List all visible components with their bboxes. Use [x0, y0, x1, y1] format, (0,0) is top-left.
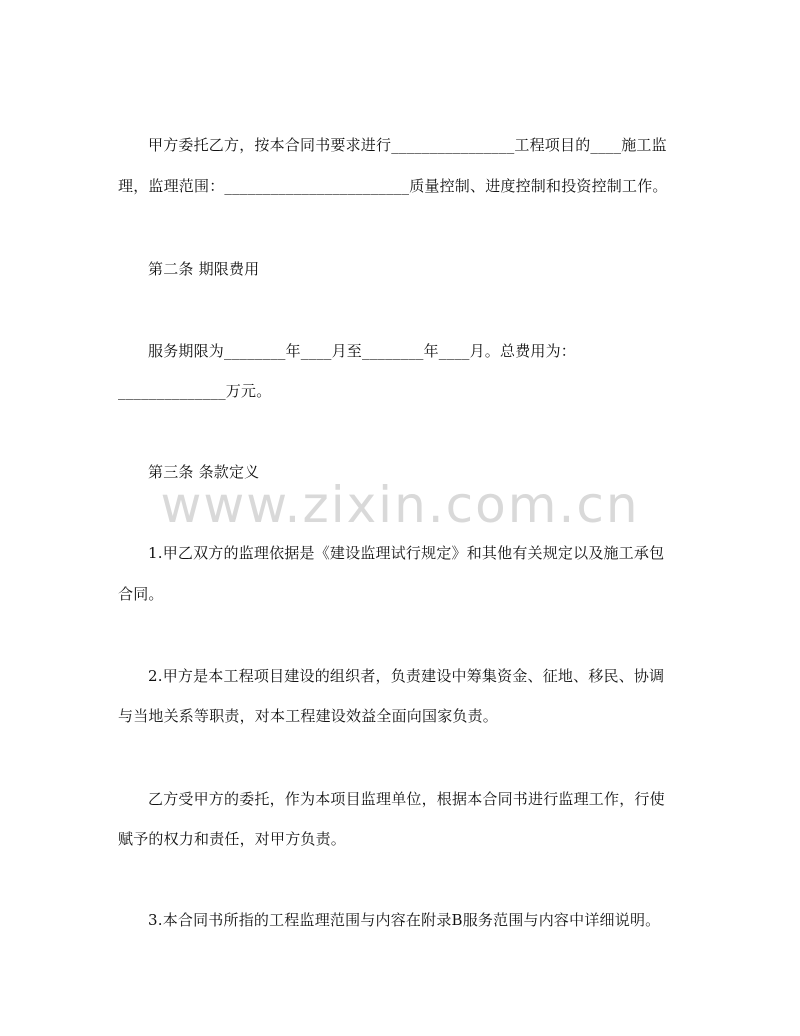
- section-heading: 第二条 期限费用: [148, 260, 260, 278]
- paragraph-line: 赋予的权力和责任，对甲方负责。: [118, 830, 347, 848]
- paragraph-line: 甲方委托乙方，按本合同书要求进行________________工程项目的____施工监: [148, 136, 667, 154]
- paragraph-line: 2.甲方是本工程项目建设的组织者，负责建设中筹集资金、征地、移民、协调: [148, 667, 665, 685]
- paragraph-line: 与当地关系等职责，对本工程建设效益全面向国家负责。: [118, 707, 499, 725]
- watermark: www.zixin.com.cn: [160, 476, 640, 534]
- paragraph-line: 3.本合同书所指的工程监理范围与内容在附录B服务范围与内容中详细说明。: [148, 911, 661, 929]
- paragraph-line: 乙方受甲方的委托，作为本项目监理单位，根据本合同书进行监理工作，行使: [148, 790, 665, 808]
- paragraph-line: 服务期限为________年____月至________年____月。总费用为：: [148, 342, 577, 360]
- paragraph-line: 合同。: [118, 585, 164, 603]
- paragraph-line: 理，监理范围：________________________质量控制、进度控制和投资控制工作。: [118, 177, 668, 195]
- section-heading: 第三条 条款定义: [148, 463, 260, 481]
- paragraph-line: 1.甲乙双方的监理依据是《建设监理试行规定》和其他有关规定以及施工承包: [148, 544, 665, 562]
- paragraph-line: ______________万元。: [118, 382, 272, 400]
